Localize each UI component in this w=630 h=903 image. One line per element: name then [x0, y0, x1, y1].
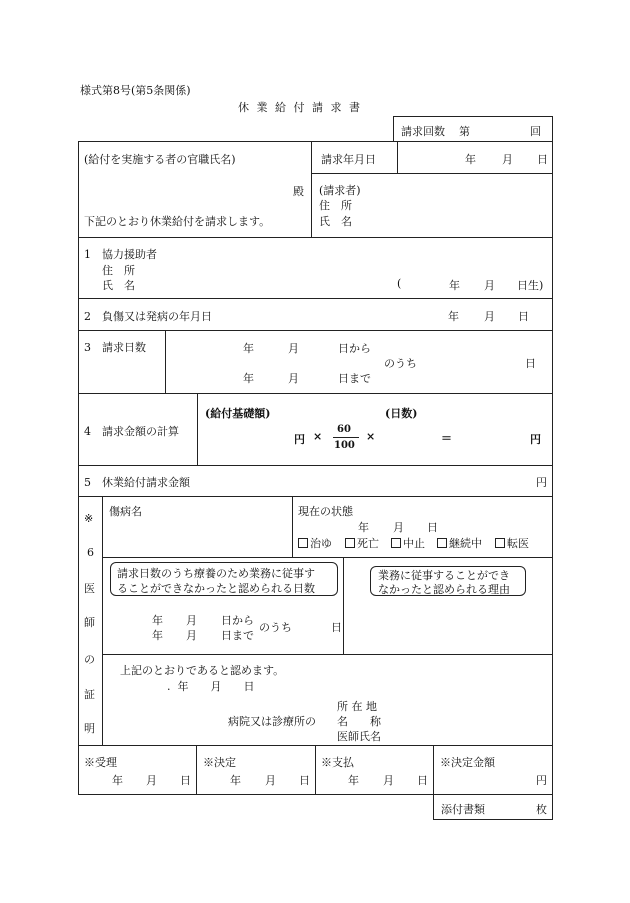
claim-count-suffix: 回 [530, 125, 541, 138]
received-month: 月 [146, 774, 157, 787]
claim-count-label: 請求回数 [401, 125, 445, 138]
status-checkbox-continuing[interactable]: 継続中 [437, 535, 482, 551]
request-date-day: 日 [537, 153, 548, 166]
section2-year: 年 [448, 310, 459, 323]
attachments-label: 添付書類 [441, 803, 485, 816]
claimant-address-label: 住 所 [319, 199, 352, 212]
request-sentence: 下記のとおり休業給付を請求します。 [84, 215, 271, 228]
section3-days: 日 [525, 357, 536, 370]
section4-label: 4 請求金額の計算 [84, 425, 179, 438]
section6-side-char: 6 [87, 546, 94, 559]
yen-mark-1: 円 [294, 433, 305, 446]
divider [315, 745, 316, 795]
decided-amount-label: ※決定金額 [440, 756, 495, 769]
section1-label: 1 協力援助者 [84, 248, 157, 261]
fraction-numerator: 60 [337, 424, 351, 435]
section6-side-char: ※ [84, 512, 94, 525]
days-unable-line1: 請求日数のうち療養のため業務に従事す [117, 567, 315, 580]
section3-from-year: 年 [243, 342, 254, 355]
section3-within: のうち [384, 357, 417, 370]
section2-day: 日 [518, 310, 529, 323]
section1-address-label: 住 所 [102, 264, 135, 277]
section3-to-month: 月 [288, 372, 299, 385]
divider [292, 496, 293, 557]
section3-to-year: 年 [243, 372, 254, 385]
fraction-denominator: 100 [334, 440, 355, 451]
hospital-name-label: 名 称 [337, 715, 381, 728]
divider [102, 557, 553, 558]
location-label: 所 在 地 [337, 700, 377, 713]
birth-close: 日生) [517, 279, 544, 292]
period-to-month: 月 [186, 629, 197, 642]
divider [343, 557, 344, 654]
divider [102, 654, 553, 655]
equals-sign: ＝ [441, 432, 452, 445]
divider [78, 330, 553, 331]
birth-open: ( [397, 277, 402, 290]
certify-date: . 年 月 日 [167, 680, 255, 693]
received-label: ※受理 [84, 756, 117, 769]
birth-month: 月 [484, 279, 495, 292]
divider [78, 298, 553, 299]
divider [197, 393, 198, 465]
period-within: のうち [259, 621, 292, 634]
section6-side-char: 師 [84, 616, 95, 629]
form-number: 様式第8号(第5条関係) [80, 84, 191, 97]
base-amount-label: (給付基礎額) [205, 407, 271, 420]
divider [397, 141, 398, 173]
decided-year: 年 [230, 774, 241, 787]
received-year: 年 [112, 774, 123, 787]
times-sign-1: × [313, 430, 323, 443]
section1-name-label: 氏 名 [102, 279, 135, 292]
status-checkbox-suspended[interactable]: 中止 [391, 535, 425, 551]
birth-year: 年 [449, 279, 460, 292]
fraction-bar [333, 437, 359, 438]
divider [165, 330, 166, 393]
attachments-copies: 枚 [536, 803, 547, 816]
decided-month: 月 [265, 774, 276, 787]
paid-day: 日 [417, 774, 428, 787]
divider [78, 465, 553, 466]
section5-label: 5 休業給付請求金額 [84, 476, 190, 489]
period-from-day: 日から [221, 614, 254, 627]
divider [78, 393, 553, 394]
request-date-label: 請求年月日 [321, 153, 376, 166]
claimant-name-label: 氏 名 [319, 215, 352, 228]
current-status-label: 現在の状態 [298, 505, 353, 518]
section6-side-char: 医 [84, 582, 95, 595]
official-label: (給付を実施する者の官職氏名) [84, 153, 236, 166]
doctor-name-label: 医師氏名 [337, 730, 381, 743]
reason-line2: なかったと認められる理由 [378, 583, 510, 596]
divider [102, 496, 103, 745]
section6-side-char: の [84, 653, 95, 666]
section3-from-day: 日から [338, 342, 371, 355]
section2-label: 2 負傷又は発病の年月日 [84, 310, 212, 323]
period-days: 日 [331, 621, 342, 634]
section6-side-char: 明 [84, 722, 95, 735]
hospital-label: 病院又は診療所の [228, 715, 316, 728]
divider [196, 745, 197, 795]
status-day: 日 [427, 521, 438, 534]
page-title: 休 業 給 付 請 求 書 [238, 101, 362, 114]
divider [78, 237, 553, 238]
status-checkbox-cured[interactable]: 治ゆ [298, 535, 332, 551]
request-date-year: 年 [465, 153, 476, 166]
status-checkbox-deceased[interactable]: 死亡 [345, 535, 379, 551]
received-day: 日 [180, 774, 191, 787]
period-to-year: 年 [152, 629, 163, 642]
period-from-year: 年 [152, 614, 163, 627]
section5-yen: 円 [536, 476, 547, 489]
section3-label: 3 請求日数 [84, 341, 146, 354]
certify-text: 上記のとおりであると認めます。 [120, 664, 285, 677]
paid-year: 年 [348, 774, 359, 787]
request-date-month: 月 [502, 153, 513, 166]
section3-from-month: 月 [288, 342, 299, 355]
status-month: 月 [393, 521, 404, 534]
times-sign-2: × [366, 430, 376, 443]
yen-mark-2: 円 [530, 433, 541, 446]
paid-month: 月 [383, 774, 394, 787]
divider [78, 496, 553, 497]
injury-name-label: 傷病名 [109, 505, 142, 518]
divider [433, 745, 434, 795]
days-label: (日数) [385, 407, 418, 420]
decided-day: 日 [299, 774, 310, 787]
divider [311, 173, 553, 174]
section3-to-day: 日まで [338, 372, 371, 385]
status-year: 年 [358, 521, 369, 534]
form-frame [78, 141, 553, 795]
reason-line1: 業務に従事することができ [378, 569, 510, 582]
section6-side-char: 証 [84, 688, 95, 701]
period-to-day: 日まで [221, 629, 254, 642]
section2-month: 月 [484, 310, 495, 323]
status-checkbox-transfer[interactable]: 転医 [495, 535, 529, 551]
honorific: 殿 [293, 185, 304, 198]
divider [311, 141, 312, 237]
decided-label: ※決定 [203, 756, 236, 769]
claimant-label: (請求者) [319, 184, 361, 197]
paid-label: ※支払 [321, 756, 354, 769]
decided-amount-yen: 円 [536, 774, 547, 787]
period-from-month: 月 [186, 614, 197, 627]
days-unable-line2: ることができなかったと認められる日数 [117, 582, 315, 595]
claim-count-prefix: 第 [459, 125, 470, 138]
